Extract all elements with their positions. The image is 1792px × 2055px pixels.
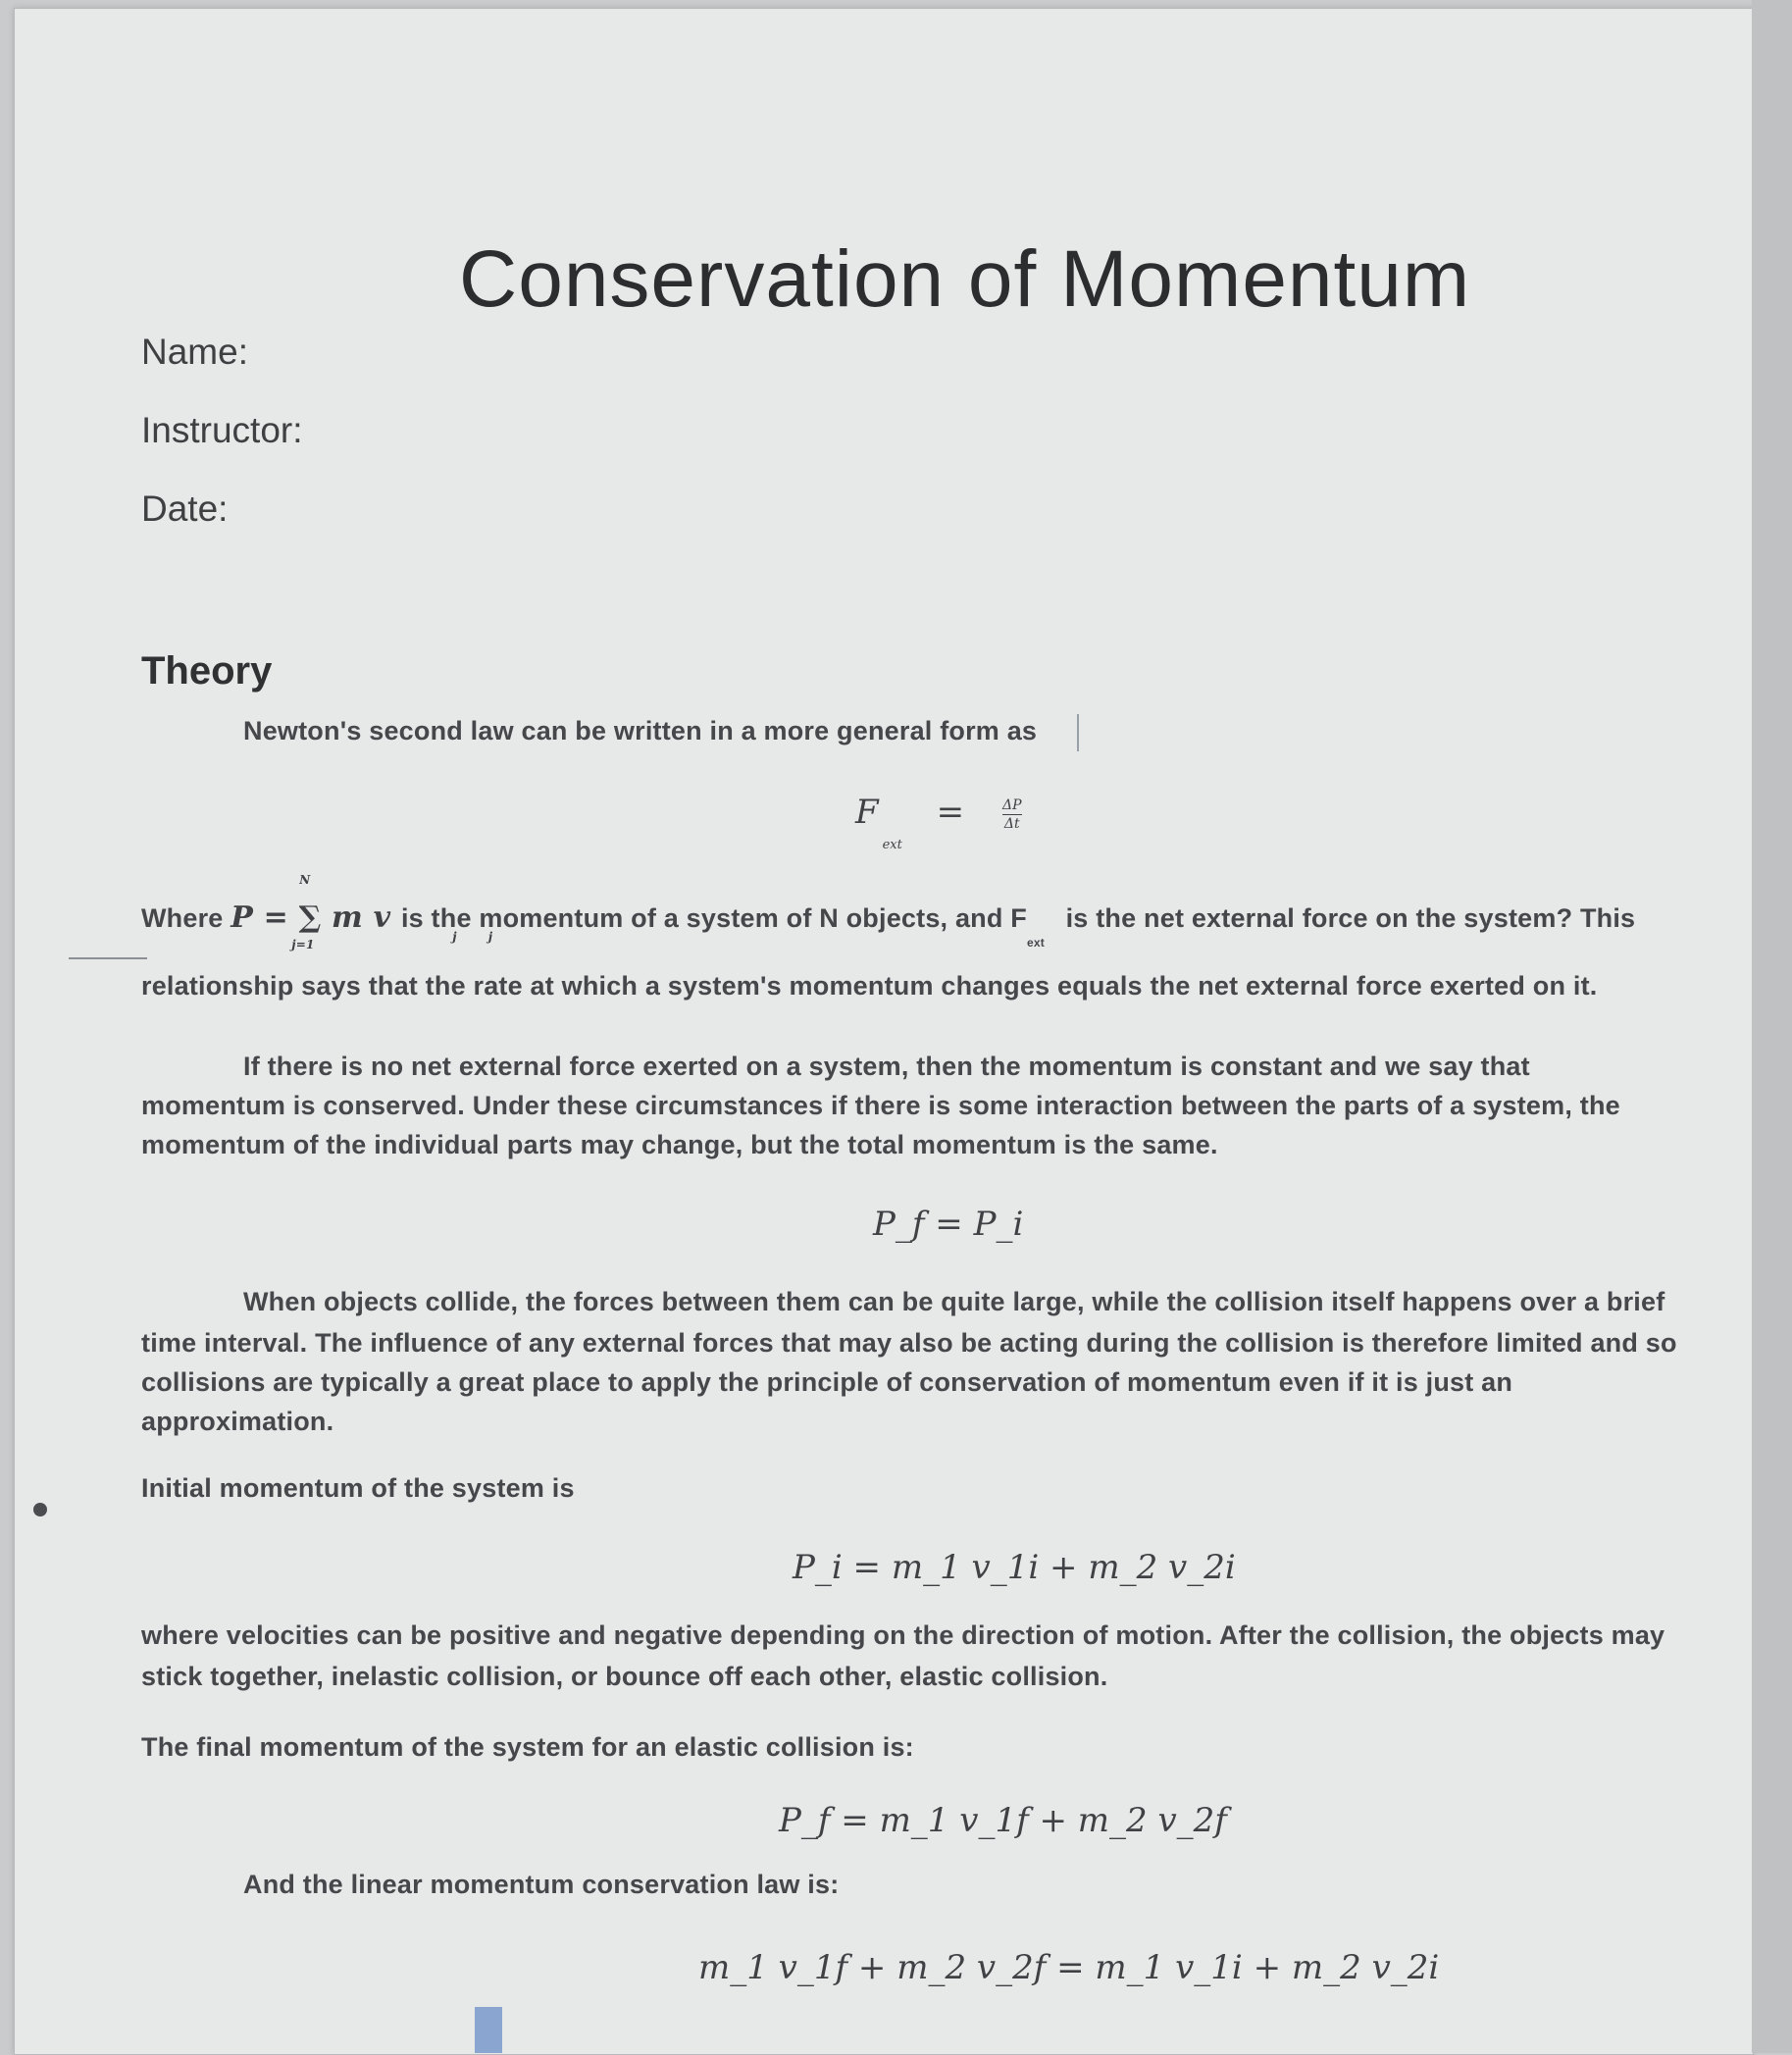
paragraph-newton: Newton's second law can be written in a more general form as (243, 716, 1038, 745)
paragraph-conservation-line-2: momentum is conserved. Under these circumstances if there is some interaction between the parts of a system, the (141, 1091, 1620, 1120)
window-edge (1752, 0, 1792, 2053)
text-cursor (1077, 714, 1079, 751)
paragraph-conservation-law: And the linear momentum conservation law is: (243, 1870, 840, 1899)
paragraph-conservation-line-1: If there is no net external force exerted on a system, then the momentum is constant and we say that (243, 1052, 1530, 1081)
momentum-def-text: P = ∑ m v (230, 900, 391, 935)
paragraph-initial-momentum: Initial momentum of the system is (141, 1473, 575, 1503)
sum-indices: j j (452, 930, 507, 944)
date-label: Date: (141, 488, 229, 529)
paragraph-collision-line-1: When objects collide, the forces between them can be quite large, while the collision itself happens over a brief (243, 1287, 1665, 1316)
section-heading-theory: Theory (141, 649, 273, 693)
eq1-equals: = (936, 793, 965, 832)
sum-lower-limit: j=1 (291, 938, 315, 951)
paragraph-velocities-line-2: stick together, inelastic collision, or bounce off each other, elastic collision. (141, 1662, 1108, 1691)
margin-marker (69, 957, 147, 959)
paragraph-collision-line-2: time interval. The influence of any external forces that may also be acting during the collision is therefore limited and so (141, 1328, 1677, 1358)
paragraph-collision-line-3: collisions are typically a great place to apply the principle of conservation of momentum even if it is just an (141, 1367, 1513, 1397)
equation-final-momentum: P_f = m_1 v_1f + m_2 v_2f (779, 1801, 1227, 1840)
eq1-numerator: ΔP (1001, 796, 1022, 813)
eq1-denominator: Δt (1003, 815, 1020, 832)
paragraph-conservation-line-3: momentum of the individual parts may change, but the total momentum is the same. (141, 1130, 1218, 1159)
where-mid: is the momentum of a system of N objects, and F (400, 903, 1027, 933)
paragraph-velocities-line-1: where velocities can be positive and negative depending on the direction of motion. After the collision, the objects may (141, 1620, 1665, 1650)
where-line (141, 873, 1636, 951)
paragraph-collision-line-4: approximation. (141, 1407, 334, 1436)
eq1-lhs-sub: ext (882, 837, 902, 852)
margin-bullet (33, 1503, 47, 1516)
name-label: Name: (141, 332, 248, 372)
where-start: Where (141, 903, 224, 933)
document-title: Conservation of Momentum (459, 234, 1471, 324)
where-end: is the net external force on the system? This (1065, 903, 1636, 933)
scroll-cursor-marker (475, 2007, 502, 2053)
paragraph-final-momentum: The final momentum of the system for an elastic collision is: (141, 1732, 914, 1762)
relationship-line: relationship says that the rate at which a system's momentum changes equals the net external force exerted on it. (141, 971, 1598, 1001)
instructor-label: Instructor: (141, 410, 303, 450)
equation-momentum-equal: P_f = P_i (873, 1205, 1024, 1244)
equation-conservation-law: m_1 v_1f + m_2 v_2f = m_1 v_1i + m_2 v_2i (698, 1948, 1440, 1987)
momentum-definition (230, 873, 507, 951)
equation-initial-momentum: P_i = m_1 v_1i + m_2 v_2i (793, 1548, 1236, 1587)
eq1-lhs: F (855, 793, 879, 832)
sum-upper-limit: N (299, 873, 311, 887)
where-f-sub: ext (1026, 936, 1045, 950)
eq1-fraction (1002, 796, 1022, 833)
equation-newton-general (855, 793, 1022, 852)
